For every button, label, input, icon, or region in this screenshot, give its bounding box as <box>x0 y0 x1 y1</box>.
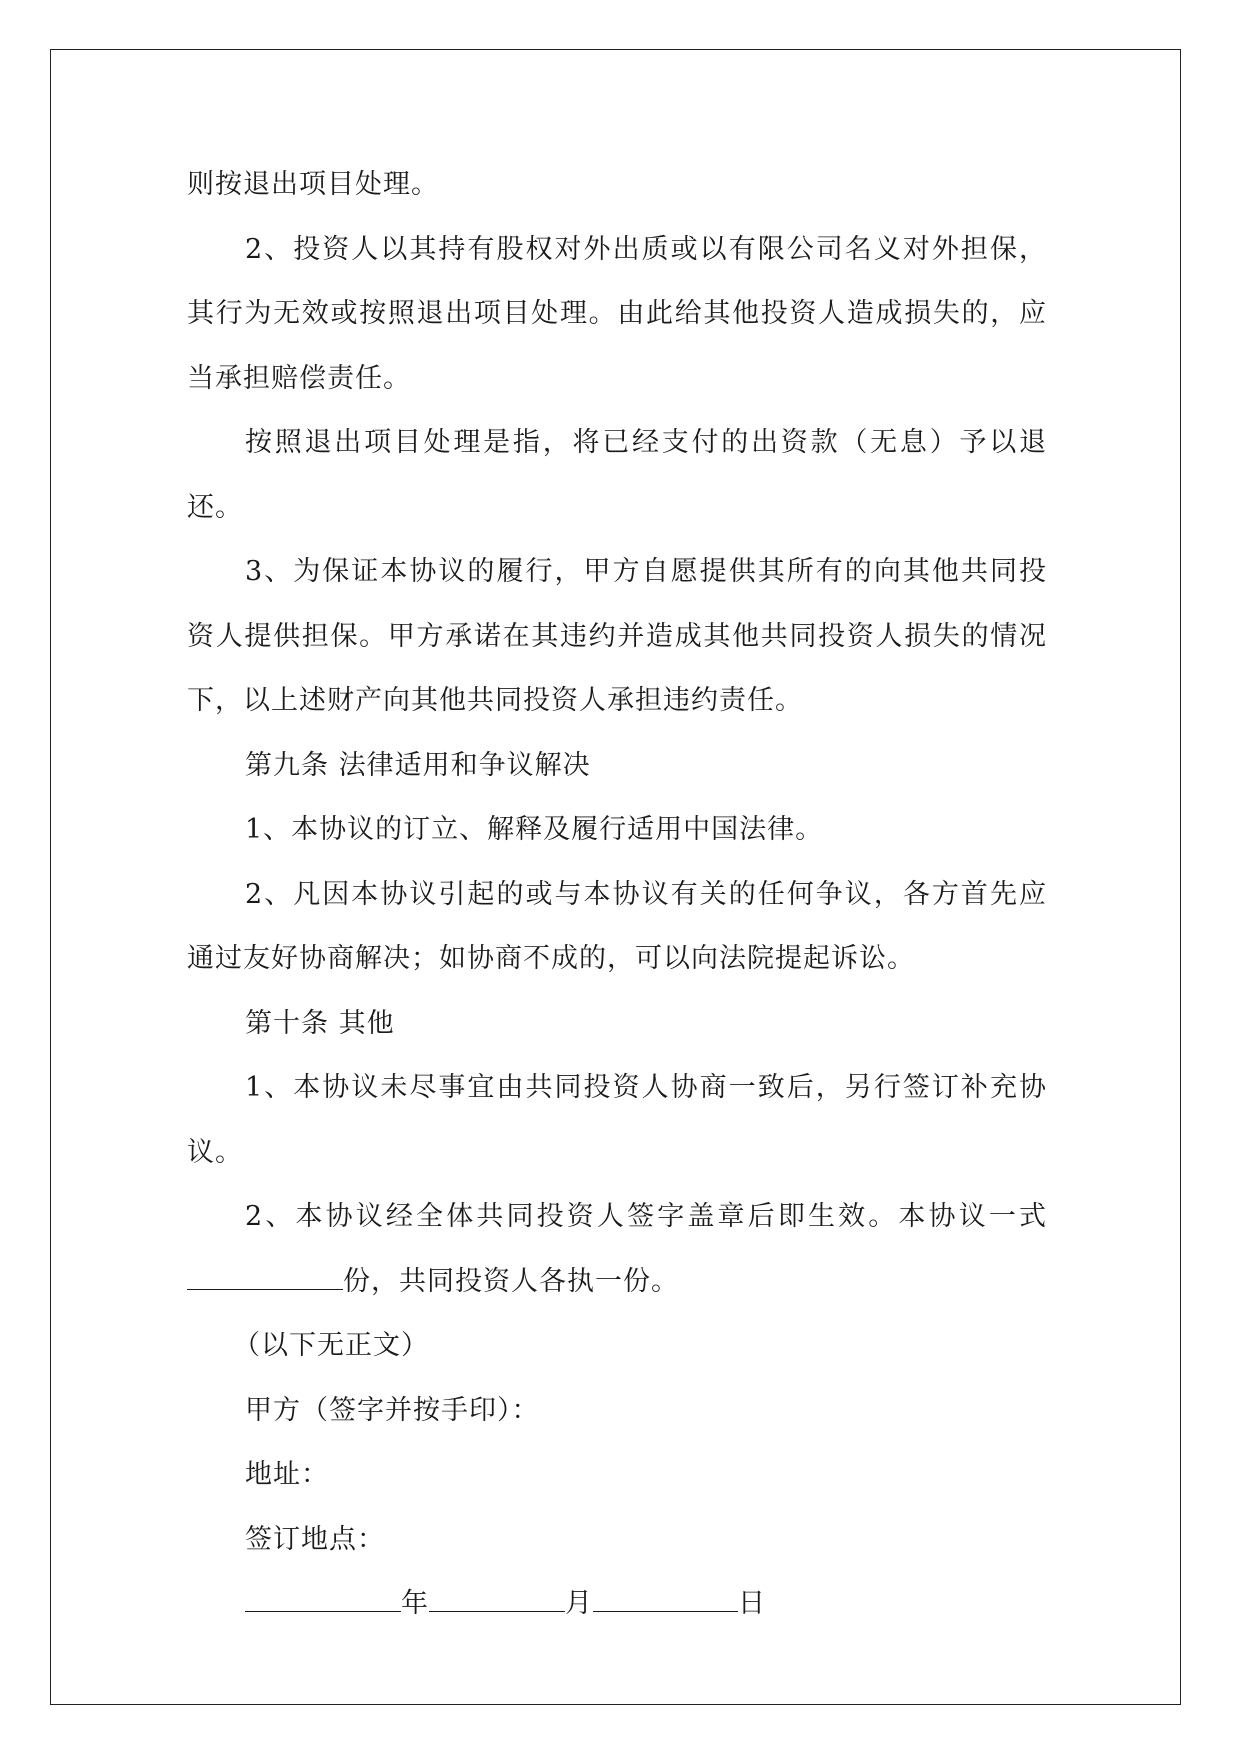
day-blank <box>593 1591 738 1612</box>
year-blank <box>245 1591 401 1612</box>
paragraph: 3、为保证本协议的履行，甲方自愿提供其所有的向其他共同投资人提供担保。甲方承诺在其违约并造成其他共同投资人损失的情况下，以上述财产向其他共同投资人承担违约责任。 <box>187 556 1047 716</box>
day-label: 日 <box>738 1588 766 1619</box>
paragraph: 按照退出项目处理是指，将已经支付的出资款（无息）予以退还。 <box>187 427 1047 523</box>
copies-clause-start: 2、本协议经全体共同投资人签字盖章后即生效。本协议一式 <box>245 1201 1047 1232</box>
signing-place-label: 签订地点： <box>245 1523 385 1555</box>
month-label: 月 <box>565 1588 593 1619</box>
copies-count-blank <box>187 1269 343 1290</box>
section-heading-article-10: 第十条 其他 <box>245 1007 395 1039</box>
month-blank <box>429 1591 565 1612</box>
paragraph: 2、投资人以其持有股权对外出质或以有限公司名义对外担保，其行为无效或按照退出项目处理。由此给其他投资人造成损失的，应当承担赔偿责任。 <box>187 233 1047 394</box>
copies-clause <box>187 1185 1047 1314</box>
copies-clause-end: 份，共同投资人各执一份。 <box>343 1265 679 1297</box>
paragraph: 1、本协议的订立、解释及履行适用中国法律。 <box>245 814 824 845</box>
paragraph: 则按退出项目处理。 <box>187 169 439 200</box>
signing-date-line <box>187 1572 1047 1637</box>
section-heading-article-9: 第九条 法律适用和争议解决 <box>245 749 591 781</box>
document-body <box>187 153 1047 1637</box>
party-a-signature-label: 甲方（签字并按手印）： <box>245 1394 540 1426</box>
year-label: 年 <box>401 1588 429 1619</box>
address-label: 地址： <box>245 1459 329 1490</box>
no-text-below-note: （以下无正文） <box>233 1330 429 1361</box>
paragraph: 2、凡因本协议引起的或与本协议有关的任何争议，各方首先应通过友好协商解决；如协商不成的，可以向法院提起诉讼。 <box>187 878 1047 974</box>
paragraph: 1、本协议未尽事宜由共同投资人协商一致后，另行签订补充协议。 <box>187 1072 1047 1168</box>
